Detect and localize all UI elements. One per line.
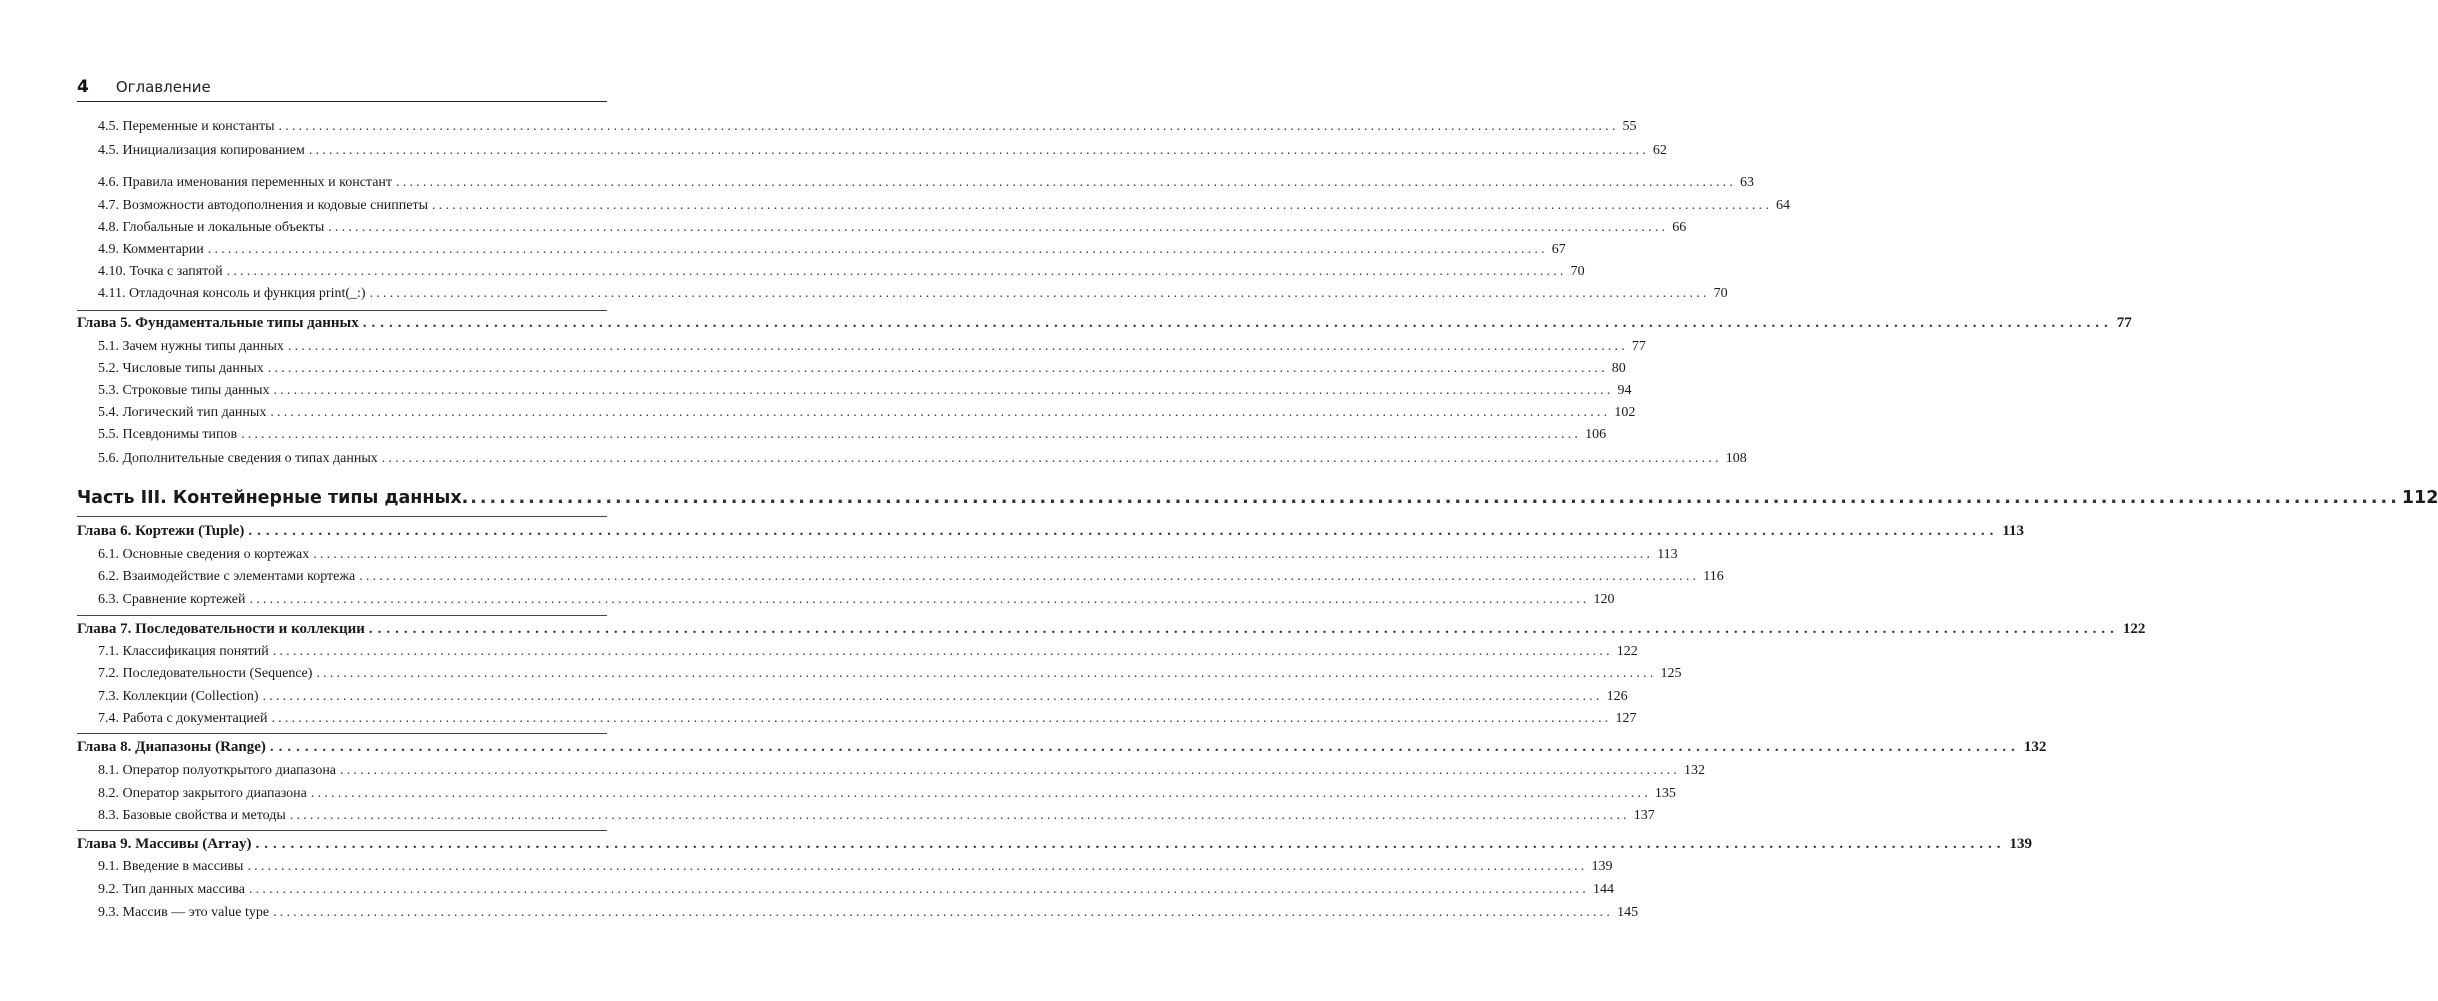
dot-leader: ........................................................................................................................................................................................................ [272,644,1613,659]
toc-entry-page: 145 [1617,905,1639,920]
toc-section-entry [98,118,1637,136]
toc-section-entry [98,197,1791,215]
toc-entry-page: 125 [1660,666,1682,681]
toc-section-entry [98,450,1747,468]
dot-leader: ........................................................................................................................................................................................................ [328,220,1669,235]
page-number: 4 [77,77,89,97]
toc-entry-page: 112 [2401,488,2438,508]
toc-entry-page: 94 [1617,383,1632,398]
toc-entry-title: 7.1. Классификация понятий [98,644,269,659]
dot-leader: ........................................................................................................................................................................................................ [247,859,1588,874]
toc-entry-title: 4.8. Глобальные и локальные объекты [98,220,325,235]
dot-leader: ........................................................................................................................................................................................................ [273,905,1614,920]
dot-leader: ........................................................................................................................................................................................................ [316,666,1657,681]
toc-section-entry [98,688,1628,706]
toc-section-entry [98,241,1566,259]
dot-leader: ........................................................................................................................................................................................................ [432,198,1773,213]
toc-section-entry [98,643,1638,661]
toc-chapter-entry [77,313,2132,333]
toc-section-entry [98,174,1755,192]
toc-entry-page: 127 [1615,711,1637,726]
toc-entry-page: 63 [1740,175,1755,190]
toc-section-entry [98,142,1667,160]
toc-section-entry [98,285,1728,303]
toc-entry-title: 4.6. Правила именования переменных и констант [98,175,393,190]
toc-section-entry [98,546,1678,564]
toc-section-entry [98,904,1639,922]
toc-entry-title: 5.1. Зачем нужны типы данных [98,339,284,354]
dot-leader: ........................................................................................................................................................................................................ [369,286,1710,301]
dot-leader: ........................................................................................................................................................................................................ [313,547,1654,562]
toc-entry-page: 132 [2023,739,2047,755]
toc-section-entry [98,881,1614,899]
toc-entry-page: 66 [1672,220,1687,235]
toc-chapter-entry [77,737,2047,757]
toc-entry-title: 8.2. Оператор закрытого диапазона [98,786,307,801]
toc-section-entry [98,762,1706,780]
dot-leader: ........................................................................................................................................................................................................ [362,315,2113,331]
toc-section-entry [98,219,1687,237]
toc-section-entry [98,665,1682,683]
toc-entry-title: 7.3. Коллекции (Collection) [98,689,259,704]
toc-entry-title: 9.1. Введение в массивы [98,859,244,874]
toc-entry-page: 64 [1776,198,1791,213]
dot-leader: ........................................................................................................................................................................................................ [308,143,1649,158]
toc-entry-title: 6.3. Сравнение кортежей [98,592,246,607]
toc-section-entry [98,382,1632,400]
toc-entry-page: 80 [1611,361,1626,376]
toc-entry-title: 7.4. Работа с документацией [98,711,268,726]
toc-entry-page: 108 [1725,451,1747,466]
toc-entry-page: 139 [1591,859,1613,874]
toc-entry-title: 7.2. Последовательности (Sequence) [98,666,313,681]
toc-entry-page: 70 [1713,286,1728,301]
toc-entry-page: 120 [1593,592,1615,607]
toc-chapter-entry [77,521,2025,541]
dot-leader: ........................................................................................................................................................................................................ [310,786,1651,801]
toc-section-entry [98,404,1636,422]
toc-entry-title: 6.1. Основные сведения о кортежах [98,547,310,562]
dot-leader: ........................................................................................................................................................................................................ [262,689,1603,704]
toc-entry-page: 113 [2002,523,2025,539]
dot-leader: ........................................................................................................................................................................................................ [359,569,1700,584]
toc-section-entry [98,807,1655,825]
toc-section-entry [98,263,1585,281]
toc-entry-title: Глава 8. Диапазоны (Range) [77,739,266,755]
dot-leader: ........................................................................................................................................................................................................ [248,523,1999,539]
dot-leader: ........................................................................................................................................................................................................ [267,361,1608,376]
toc-entry-title: 4.5. Инициализация копированием [98,143,305,158]
toc-entry-title: Глава 9. Массивы (Array) [77,836,252,852]
toc-section-entry [98,426,1607,444]
chapter-divider [77,733,607,734]
chapter-divider [77,310,607,311]
toc-entry-title: Глава 7. Последовательности и коллекции [77,621,365,637]
dot-leader: ........................................................................................................................................................................................................ [241,427,1582,442]
toc-entry-title: Глава 6. Кортежи (Tuple) [77,523,245,539]
dot-leader: ........................................................................................................................................................................................................ [340,763,1681,778]
dot-leader: ........................................................................................................................................................................................................ [368,621,2119,637]
toc-entry-page: 122 [1616,644,1638,659]
page-header [77,77,211,99]
toc-entry-page: 139 [2009,836,2032,852]
toc-entry-title: 5.2. Числовые типы данных [98,361,264,376]
toc-entry-title: Глава 5. Фундаментальные типы данных [77,315,359,331]
dot-leader: ........................................................................................................................................................................................................ [381,451,1722,466]
chapter-divider [77,615,607,616]
toc-entry-title: 4.5. Переменные и константы [98,119,275,134]
toc-entry-page: 113 [1657,547,1678,562]
dot-leader: ........................................................................................................................................................................................................ [207,242,1548,257]
running-title: Оглавление [115,78,211,96]
dot-leader: ........................................................................................................................................................................................................ [271,711,1612,726]
toc-entry-page: 62 [1652,143,1667,158]
toc-section-entry [98,360,1626,378]
toc-entry-title: 8.1. Оператор полуоткрытого диапазона [98,763,337,778]
toc-entry-page: 67 [1551,242,1566,257]
dot-leader: ........................................................................................................................................................................................................ [289,808,1630,823]
toc-section-entry [98,338,1646,356]
toc-section-entry [98,785,1676,803]
toc-section-entry [98,710,1637,728]
toc-entry-page: 77 [2116,315,2132,331]
toc-chapter-entry [77,619,2146,639]
toc-entry-title: 4.9. Комментарии [98,242,204,257]
toc-entry-page: 122 [2122,621,2146,637]
header-rule [77,101,607,102]
toc-entry-page: 137 [1633,808,1655,823]
toc-entry-title: 8.3. Базовые свойства и методы [98,808,286,823]
dot-leader: ........................................................................................................................................................................................................ [273,383,1614,398]
toc-entry-title: 5.5. Псевдонимы типов [98,427,238,442]
dot-leader: ........................................................................................................................................................................................................ [249,592,1590,607]
dot-leader: ........................................................................................................................................................................................................ [270,405,1611,420]
toc-entry-page: 70 [1570,264,1585,279]
toc-entry-title: 5.4. Логический тип данных [98,405,267,420]
toc-section-entry [98,591,1615,609]
toc-entry-title: 5.6. Дополнительные сведения о типах данных [98,451,378,466]
dot-leader: ........................................................................................................................................................................................................ [269,739,2020,755]
toc-section-entry [98,858,1613,876]
dot-leader: ........................................................................................................................................................................................................ [226,264,1567,279]
dot-leader: ........................................................................................................................................................................................................ [255,836,2006,852]
dot-leader: ........................................................................................................................................................................................................ [248,882,1589,897]
toc-entry-title: 4.11. Отладочная консоль и функция print(_:) [98,286,366,301]
dot-leader: ........................................................................................................................................................................................................ [287,339,1628,354]
toc-entry-title: 5.3. Строковые типы данных [98,383,270,398]
toc-chapter-entry [77,834,2032,854]
toc-entry-title: 4.7. Возможности автодополнения и кодовые сниппеты [98,198,429,213]
toc-entry-title: Часть III. Контейнерные типы данных. [77,488,469,508]
toc-entry-title: 9.3. Массив — это value type [98,905,270,920]
toc-entry-page: 106 [1585,427,1607,442]
toc-part-entry [77,486,2438,510]
toc-entry-page: 132 [1684,763,1706,778]
toc-entry-page: 77 [1631,339,1646,354]
toc-entry-page: 116 [1703,569,1724,584]
toc-entry-page: 144 [1592,882,1614,897]
toc-entry-page: 126 [1606,689,1628,704]
toc-entry-page: 55 [1622,119,1637,134]
dot-leader: ........................................................................................................................................................................................................ [278,119,1619,134]
toc-entry-page: 135 [1654,786,1676,801]
toc-entry-page: 102 [1614,405,1636,420]
toc-entry-title: 4.10. Точка с запятой [98,264,223,279]
dot-leader: ........................................................................................................................................................................................................ [470,488,2400,508]
dot-leader: ........................................................................................................................................................................................................ [396,175,1737,190]
toc-entry-title: 6.2. Взаимодействие с элементами кортежа [98,569,356,584]
toc-section-entry [98,568,1724,586]
chapter-divider [77,830,607,831]
toc-entry-title: 9.2. Тип данных массива [98,882,245,897]
chapter-divider [77,516,607,517]
